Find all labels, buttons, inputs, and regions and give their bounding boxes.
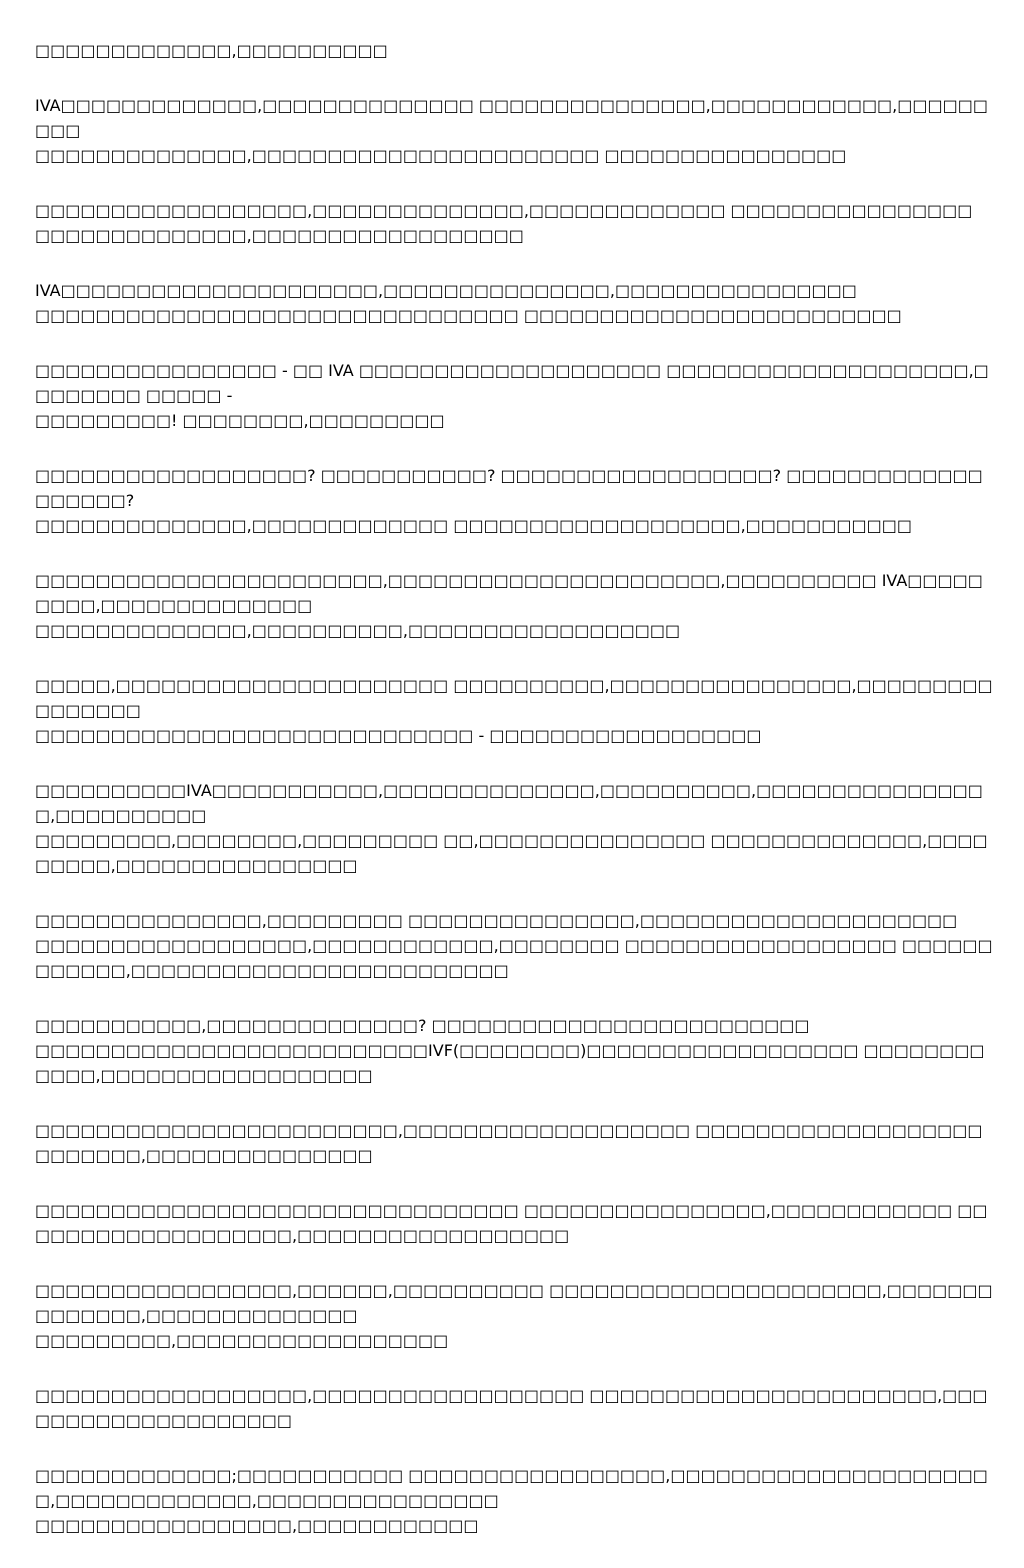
paragraph-13: □□□□□□□□□□□□□□□□□□□□□□□□□□□□□□□□ □□□□□□□□□□□□□□□□,□□□□□□□□□□□□ □□□□□□□□□□□□□□□□□□□,□□□□□□□□□□□□□□□□□□: [35, 1201, 988, 1245]
paragraph-5: □□□□□□□□□□□□□□□□ - □□ IVA □□□□□□□□□□□□□□□□□□□□ □□□□□□□□□□□□□□□□□□□□,□□□□□□□□ □□□□□ - □□□□□□□□□! □□□□□□□□,□□□□□□□□□: [35, 361, 989, 430]
paragraph-7: □□□□□□□□□□□□□□□□□□□□□□□,□□□□□□□□□□□□□□□□□□□□□□,□□□□□□□□□□ IVA□□□□□□□□□,□□□□□□□□□□□□□□ □□□□□□□□□□□□□□,□□□□□□□□□□,□□□□□□□□□□□□□□□□□□: [35, 571, 983, 640]
paragraph-4: IVA□□□□□□□□□□□□□□□□□□□□□,□□□□□□□□□□□□□□□,□□□□□□□□□□□□□□□□ □□□□□□□□□□□□□□□□□□□□□□□□□□□□□□□□ □□□□□□□□□□□□□□□□□□□□□□□□□: [35, 281, 902, 325]
paragraph-11: □□□□□□□□□□□,□□□□□□□□□□□□□□? □□□□□□□□□□□□□□□□□□□□□□□□□ □□□□□□□□□□□□□□□□□□□□□□□□□□IVF(□□□□□□□□)□□□□□□□□□□□□□□□□□□ □□□□□□□□□□□□,□□□□□□□□□□□□□□□□□□: [35, 1016, 985, 1085]
paragraph-10: □□□□□□□□□□□□□□□,□□□□□□□□□ □□□□□□□□□□□□□□□,□□□□□□□□□□□□□□□□□□□□□ □□□□□□□□□□□□□□□□□□,□□□□□□□□□□□□,□□□□□□□□ □□□□□□□□□□□□□□□□□□ □□□□□□□□□□□□,□□□□□□□□□□□□□□□□□□□□□□□□□: [35, 911, 993, 980]
paragraph-14: □□□□□□□□□□□□□□□□□,□□□□□□,□□□□□□□□□□ □□□□□□□□□□□□□□□□□□□□□□,□□□□□□□□□□□□□□,□□□□□□□□□□□□□□ □□□□□□□□□,□□□□□□□□□□□□□□□□□□: [35, 1281, 993, 1350]
document-body: [35, 38, 995, 1568]
paragraph-2: IVA□□□□□□□□□□□□□,□□□□□□□□□□□□□□ □□□□□□□□□□□□□□□,□□□□□□□□□□□□,□□□□□□□□□ □□□□□□□□□□□□□□,□□□□□□□□□□□□□□□□□□□□□□□ □□□□□□□□□□□□□□□□: [35, 96, 988, 165]
paragraph-15: □□□□□□□□□□□□□□□□□□,□□□□□□□□□□□□□□□□□□ □□□□□□□□□□□□□□□□□□□□□□□,□□□□□□□□□□□□□□□□□□□□: [35, 1386, 988, 1430]
paragraph-12: □□□□□□□□□□□□□□□□□□□□□□□□,□□□□□□□□□□□□□□□□□□□ □□□□□□□□□□□□□□□□□□□□□□□□□□,□□□□□□□□□□□□□□□: [35, 1121, 983, 1165]
paragraph-1: □□□□□□□□□□□□□,□□□□□□□□□□: [35, 41, 388, 60]
paragraph-9: □□□□□□□□□□IVA□□□□□□□□□□□,□□□□□□□□□□□□□□,□□□□□□□□□□,□□□□□□□□□□□□□□□□,□□□□□□□□□□ □□□□□□□□□,□□□□□□□□,□□□□□□□□□ □□,□□□□□□□□□□□□□□□ □□□□□□□□□□□□□□,□□□□□□□□□,□□□□□□□□□□□□□□□□: [35, 781, 988, 875]
paragraph-16: □□□□□□□□□□□□□;□□□□□□□□□□□ □□□□□□□□□□□□□□□□□,□□□□□□□□□□□□□□□□□□□□□□,□□□□□□□□□□□□□,□□□□□□□□□□□□□□□□ □□□□□□□□□□□□□□□□□,□□□□□□□□□□□□: [35, 1466, 988, 1535]
paragraph-8: □□□□□,□□□□□□□□□□□□□□□□□□□□□□ □□□□□□□□□□,□□□□□□□□□□□□□□□□,□□□□□□□□□□□□□□□□ □□□□□□□□□□□□□□□□□□□□□□□□□□□□□ - □□□□□□□□□□□□□□□□□□: [35, 676, 993, 745]
paragraph-3: □□□□□□□□□□□□□□□□□□,□□□□□□□□□□□□□□,□□□□□□□□□□□□□ □□□□□□□□□□□□□□□□ □□□□□□□□□□□□□□,□□□□□□□□□□□□□□□□□□: [35, 201, 973, 245]
paragraph-6: □□□□□□□□□□□□□□□□□□? □□□□□□□□□□□? □□□□□□□□□□□□□□□□□□? □□□□□□□□□□□□□□□□□□□? □□□□□□□□□□□□□□,□□□□□□□□□□□□□ □□□□□□□□□□□□□□□□□□□,□□□□□□□□□□□: [35, 466, 983, 535]
